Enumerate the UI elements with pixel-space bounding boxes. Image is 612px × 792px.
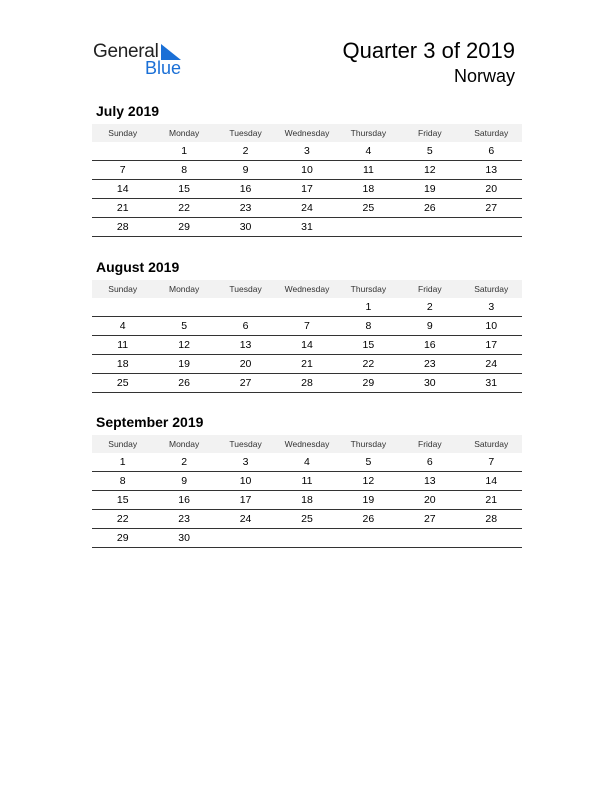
day-cell: 24 [301, 202, 313, 214]
day-cell: 18 [362, 183, 375, 195]
day-cell: 21 [485, 494, 498, 506]
day-cell: 8 [181, 164, 188, 176]
weekday-header-row [92, 435, 522, 453]
weekday-label: Saturday [474, 284, 509, 294]
weekday-label: Tuesday [229, 128, 262, 138]
day-cell: 13 [423, 475, 436, 487]
day-cell: 4 [119, 320, 126, 332]
month-block-august [92, 258, 522, 393]
weekday-label: Monday [169, 439, 200, 449]
day-cell: 10 [239, 475, 252, 487]
day-cell: 14 [485, 475, 498, 487]
day-cell: 14 [116, 183, 129, 195]
day-cell: 8 [119, 475, 126, 487]
day-cell: 27 [423, 513, 436, 525]
month-title: August 2019 [96, 259, 180, 275]
month-title: July 2019 [96, 103, 160, 119]
day-cell: 17 [485, 339, 498, 351]
day-cell: 31 [301, 221, 313, 233]
week-row [92, 472, 522, 491]
week-row [92, 161, 522, 180]
logo-blue-text: Blue [145, 58, 182, 78]
day-cell: 22 [116, 513, 129, 525]
week-row [92, 355, 522, 374]
day-cell: 22 [178, 202, 190, 214]
day-cell: 12 [362, 475, 375, 487]
day-cell: 6 [488, 145, 495, 157]
day-cell: 1 [181, 145, 188, 157]
week-row [92, 142, 522, 161]
day-cell: 23 [178, 513, 190, 525]
day-cell: 20 [485, 183, 498, 195]
weekday-label: Saturday [474, 439, 509, 449]
weekday-label: Monday [169, 128, 200, 138]
day-cell: 12 [423, 164, 436, 176]
day-cell: 6 [242, 320, 249, 332]
day-cell: 26 [423, 202, 436, 214]
day-cell: 19 [178, 358, 190, 370]
day-cell: 22 [362, 358, 375, 370]
day-cell: 18 [116, 358, 129, 370]
day-cell: 21 [301, 358, 313, 370]
day-cell: 23 [423, 358, 436, 370]
weekday-header-row [92, 124, 522, 142]
day-cell: 4 [304, 456, 310, 468]
day-cell: 17 [301, 183, 313, 195]
weekday-label: Saturday [474, 128, 509, 138]
weekday-label: Tuesday [229, 439, 262, 449]
day-cell: 14 [301, 339, 313, 351]
day-cell: 30 [239, 221, 252, 233]
day-cell: 7 [488, 456, 495, 468]
day-cell: 28 [301, 377, 313, 389]
day-cell: 15 [178, 183, 190, 195]
calendar-grid [92, 280, 522, 393]
day-cell: 24 [485, 358, 498, 370]
day-cell: 19 [362, 494, 375, 506]
page-subtitle: Norway [453, 66, 515, 86]
day-cell: 24 [239, 513, 252, 525]
day-cell: 11 [362, 164, 374, 176]
week-row [92, 491, 522, 510]
week-row [92, 317, 522, 336]
day-cell: 3 [242, 456, 249, 468]
logo-general-text: General [93, 41, 159, 62]
day-cell: 25 [116, 377, 129, 389]
logo [93, 41, 193, 81]
day-cell: 11 [301, 475, 313, 487]
day-cell: 16 [239, 183, 252, 195]
day-cell: 5 [365, 456, 372, 468]
day-cell: 1 [365, 301, 372, 313]
day-cell: 15 [116, 494, 129, 506]
page-title: Quarter 3 of 2019 [342, 38, 515, 63]
day-cell: 26 [362, 513, 375, 525]
day-cell: 31 [485, 377, 498, 389]
day-cell: 3 [488, 301, 495, 313]
day-cell: 20 [239, 358, 252, 370]
weekday-label: Thursday [350, 439, 387, 449]
day-cell: 5 [181, 320, 188, 332]
week-row [92, 180, 522, 199]
day-cell: 9 [242, 164, 249, 176]
day-cell: 29 [362, 377, 375, 389]
weekday-label: Monday [169, 284, 200, 294]
day-cell: 20 [423, 494, 436, 506]
month-block-september [92, 413, 522, 548]
weekday-label: Sunday [108, 439, 138, 449]
day-cell: 9 [181, 475, 188, 487]
week-row [92, 529, 522, 548]
day-cell: 28 [485, 513, 498, 525]
day-cell: 6 [426, 456, 433, 468]
day-cell: 17 [239, 494, 252, 506]
day-cell: 2 [242, 145, 249, 157]
day-cell: 15 [362, 339, 375, 351]
day-cell: 19 [423, 183, 436, 195]
day-cell: 2 [426, 301, 433, 313]
weekday-label: Friday [418, 128, 442, 138]
day-cell: 25 [301, 513, 313, 525]
week-row [92, 199, 522, 218]
week-row [92, 298, 522, 317]
day-cell: 16 [423, 339, 436, 351]
day-cell: 27 [485, 202, 498, 214]
week-row [92, 453, 522, 472]
day-cell: 13 [485, 164, 498, 176]
weekday-label: Wednesday [284, 128, 330, 138]
day-cell: 25 [362, 202, 375, 214]
weekday-label: Thursday [350, 128, 387, 138]
day-cell: 12 [178, 339, 190, 351]
day-cell: 28 [116, 221, 129, 233]
weekday-label: Tuesday [229, 284, 262, 294]
day-cell: 21 [116, 202, 129, 214]
week-row [92, 374, 522, 393]
weekday-label: Thursday [350, 284, 387, 294]
day-cell: 27 [239, 377, 252, 389]
day-cell: 9 [426, 320, 433, 332]
day-cell: 8 [365, 320, 372, 332]
day-cell: 2 [181, 456, 188, 468]
weekday-label: Wednesday [284, 284, 330, 294]
week-row [92, 510, 522, 529]
weekday-header-row [92, 280, 522, 298]
day-cell: 30 [423, 377, 436, 389]
weekday-label: Sunday [108, 284, 138, 294]
month-title: September 2019 [96, 414, 204, 430]
day-cell: 5 [426, 145, 433, 157]
weekday-label: Friday [418, 284, 442, 294]
weekday-label: Friday [418, 439, 442, 449]
day-cell: 7 [119, 164, 126, 176]
calendar-grid [92, 124, 522, 237]
day-cell: 26 [178, 377, 190, 389]
day-cell: 29 [116, 532, 129, 544]
weekday-label: Wednesday [284, 439, 330, 449]
calendar-grid [92, 435, 522, 548]
day-cell: 30 [178, 532, 190, 544]
day-cell: 13 [239, 339, 252, 351]
day-cell: 10 [485, 320, 498, 332]
day-cell: 16 [178, 494, 190, 506]
month-block-july [92, 102, 522, 237]
week-row [92, 218, 522, 237]
day-cell: 3 [304, 145, 310, 157]
day-cell: 7 [304, 320, 310, 332]
day-cell: 1 [119, 456, 126, 468]
day-cell: 29 [178, 221, 190, 233]
day-cell: 11 [117, 339, 129, 351]
day-cell: 10 [301, 164, 313, 176]
day-cell: 23 [239, 202, 252, 214]
weekday-label: Sunday [108, 128, 138, 138]
day-cell: 4 [365, 145, 372, 157]
day-cell: 18 [301, 494, 313, 506]
week-row [92, 336, 522, 355]
